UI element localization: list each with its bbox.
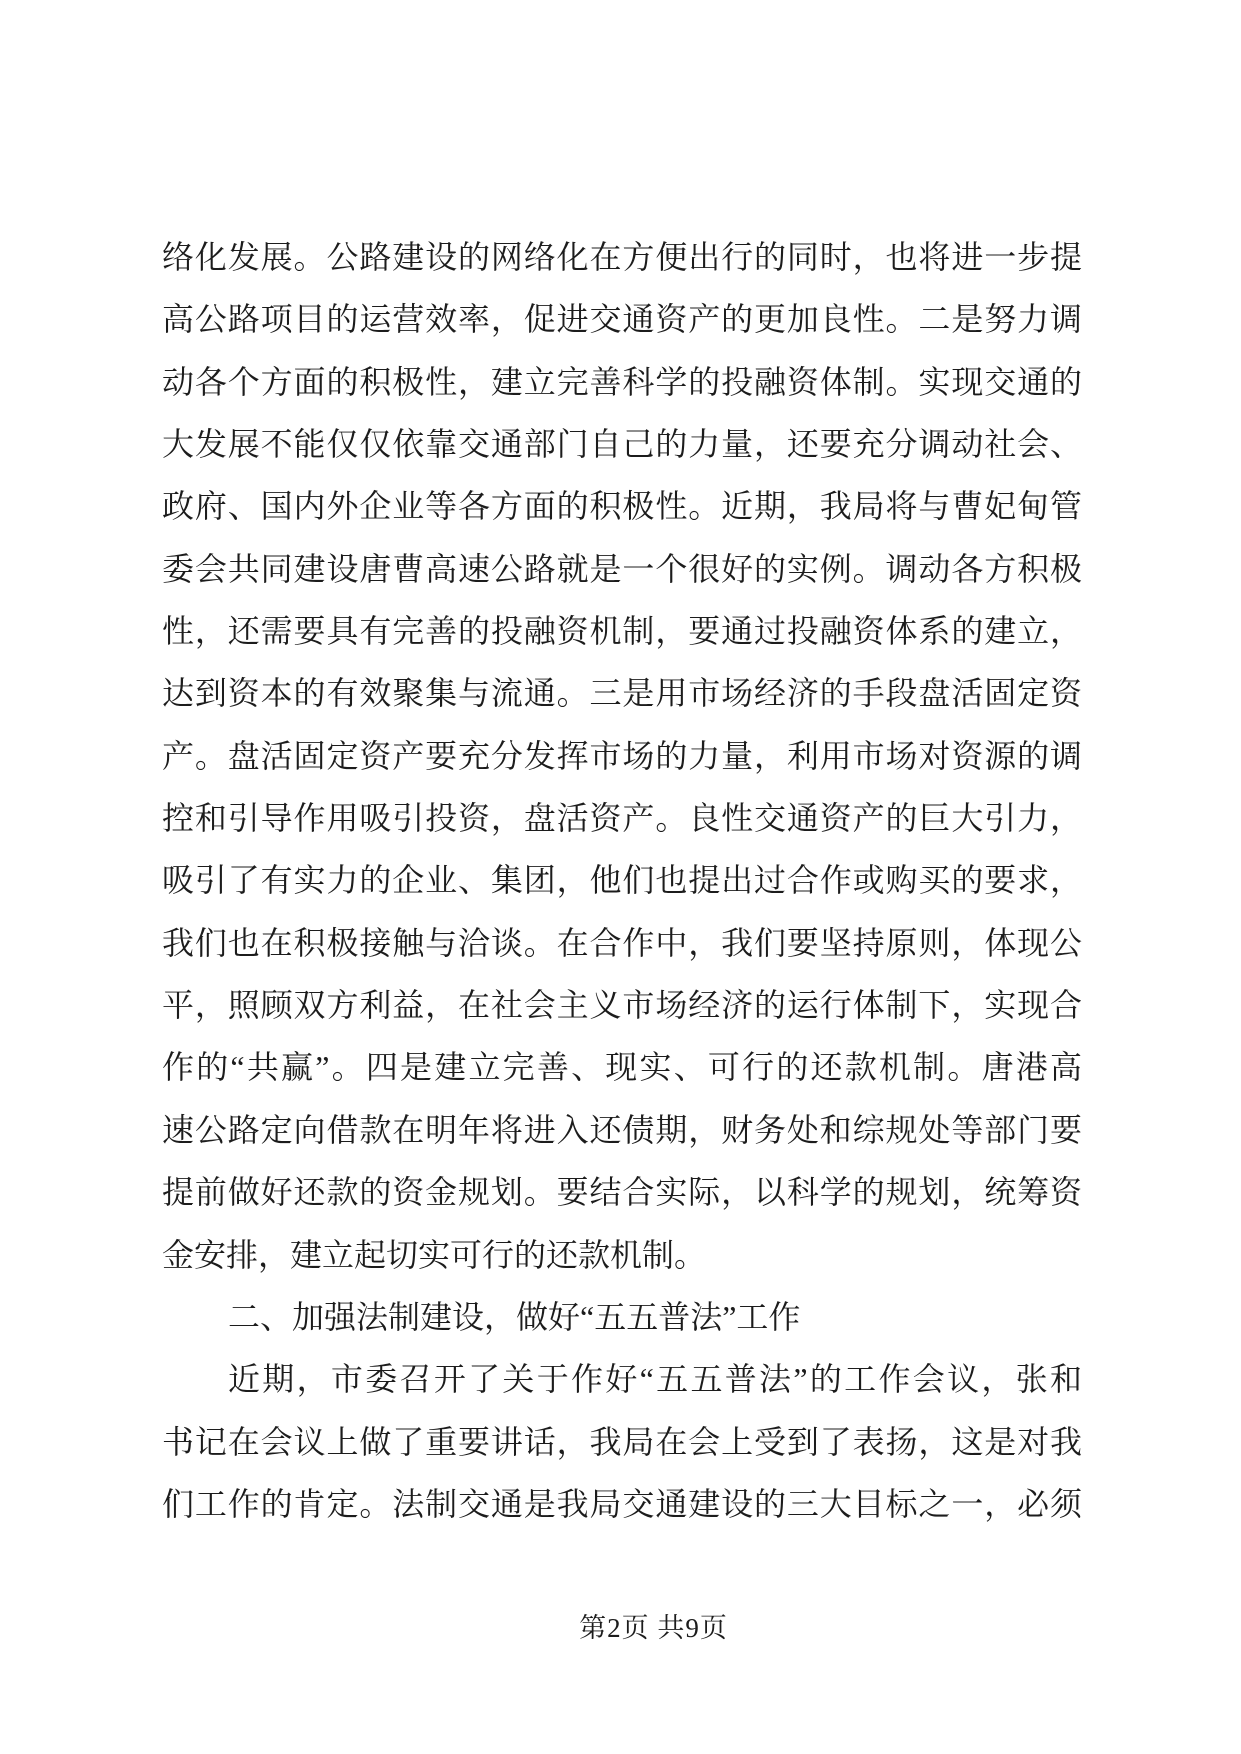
- body-text-line: 们工作的肯定。法制交通是我局交通建设的三大目标之一，必须: [162, 1485, 1082, 1522]
- body-text-line: 金安排，建立起切实可行的还款机制。: [162, 1236, 707, 1273]
- body-text-line: 作的“共赢”。四是建立完善、现实、可行的还款机制。唐港高: [162, 1049, 1082, 1086]
- body-text-line: 二、加强法制建设，做好“五五普法”工作: [228, 1298, 801, 1335]
- body-text-line: 平，照顾双方利益，在社会主义市场经济的运行体制下，实现合: [162, 987, 1082, 1024]
- body-text-line: 达到资本的有效聚集与流通。三是用市场经济的手段盘活固定资: [162, 675, 1082, 712]
- body-text-line: 政府、国内外企业等各方面的积极性。近期，我局将与曹妃甸管: [162, 488, 1082, 525]
- body-text-line: 动各个方面的积极性，建立完善科学的投融资体制。实现交通的: [162, 363, 1082, 400]
- body-text-line: 我们也在积极接触与洽谈。在合作中，我们要坚持原则，体现公: [162, 924, 1082, 961]
- document-body: [162, 226, 1082, 1535]
- body-text-line: 大发展不能仅仅依靠交通部门自己的力量，还要充分调动社会、: [162, 426, 1082, 463]
- body-text-line: 控和引导作用吸引投资，盘活资产。良性交通资产的巨大引力，: [162, 800, 1082, 837]
- body-text-line: 提前做好还款的资金规划。要结合实际，以科学的规划，统筹资: [162, 1174, 1082, 1211]
- body-text-line: 吸引了有实力的企业、集团，他们也提出过合作或购买的要求，: [162, 862, 1082, 899]
- body-text-line: 速公路定向借款在明年将进入还债期，财务处和综规处等部门要: [162, 1111, 1082, 1148]
- page-footer: [66, 1608, 1241, 1648]
- body-text-line: 委会共同建设唐曹高速公路就是一个很好的实例。调动各方积极: [162, 550, 1082, 587]
- body-text-line: 性，还需要具有完善的投融资机制，要通过投融资体系的建立，: [162, 613, 1082, 650]
- body-text-line: 产。盘活固定资产要充分发挥市场的力量，利用市场对资源的调: [162, 737, 1082, 774]
- page-number-text: 第2页 共9页: [579, 1613, 728, 1643]
- body-text-line: 近期，市委召开了关于作好“五五普法”的工作会议，张和: [228, 1361, 1082, 1398]
- body-text-line: 书记在会议上做了重要讲话，我局在会上受到了表扬，这是对我: [162, 1423, 1082, 1460]
- body-text-line: 络化发展。公路建设的网络化在方便出行的同时，也将进一步提: [162, 239, 1082, 275]
- body-text-line: 高公路项目的运营效率，促进交通资产的更加良性。二是努力调: [162, 301, 1082, 338]
